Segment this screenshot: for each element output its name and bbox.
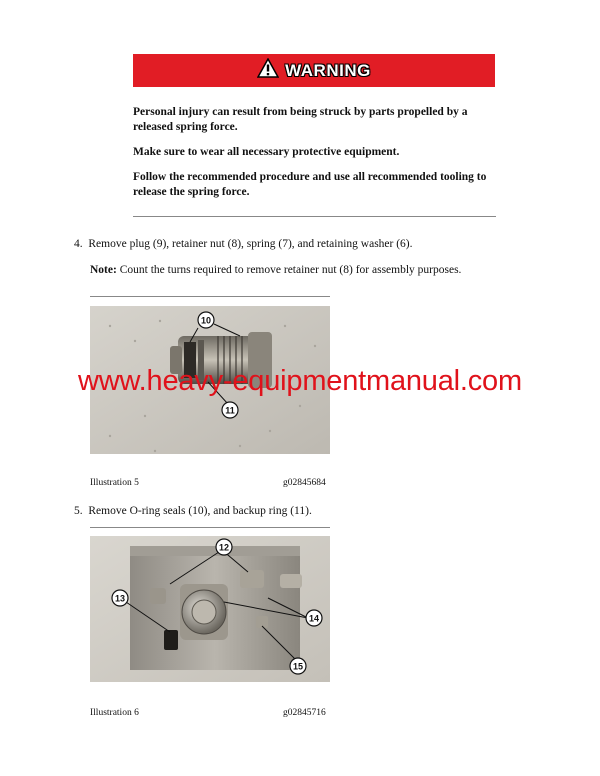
svg-text:15: 15 [292,661,304,672]
step-text: Remove plug (9), retainer nut (8), spring (7), and retaining washer (6). [88,238,413,250]
callout-14 [306,610,322,626]
note [90,264,461,276]
svg-text:10: 10 [200,315,212,326]
divider [90,296,330,297]
illustration-6-code: g02845716 [283,708,326,718]
callout-13 [112,590,128,606]
svg-text:13: 13 [114,593,126,604]
note-label: Note: [90,264,117,276]
step-4 [74,238,413,250]
watermark: www.heavy-equipmentmanual.com [78,365,522,397]
warning-banner [133,54,495,87]
divider [90,527,330,528]
step-5 [74,505,312,517]
step-number: 5. [74,505,83,517]
callout-11 [222,402,238,418]
illustration-6-photo [90,536,330,682]
illustration-6-label: Illustration 6 [90,708,139,718]
svg-text:12: 12 [218,542,230,553]
warning-paragraph: Make sure to wear all necessary protective equipment. [133,146,400,158]
note-text: Count the turns required to remove retainer nut (8) for assembly purposes. [119,264,462,276]
callout-12 [216,539,232,555]
warning-triangle-icon [257,58,279,83]
svg-text:11: 11 [225,405,235,416]
warning-paragraph: Personal injury can result from being struck by parts propelled by a released spring force. [133,106,468,133]
divider [133,216,496,217]
svg-text:14: 14 [308,613,320,624]
callout-15 [290,658,306,674]
step-number: 4. [74,238,83,250]
warning-title: WARNING [285,60,371,80]
callout-10 [198,312,214,328]
step-text: Remove O-ring seals (10), and backup ring (11). [88,505,312,517]
illustration-5-code: g02845684 [283,478,326,488]
illustration-5-label: Illustration 5 [90,478,139,488]
warning-paragraph: Follow the recommended procedure and use all recommended tooling to release the spring force. [133,171,487,198]
